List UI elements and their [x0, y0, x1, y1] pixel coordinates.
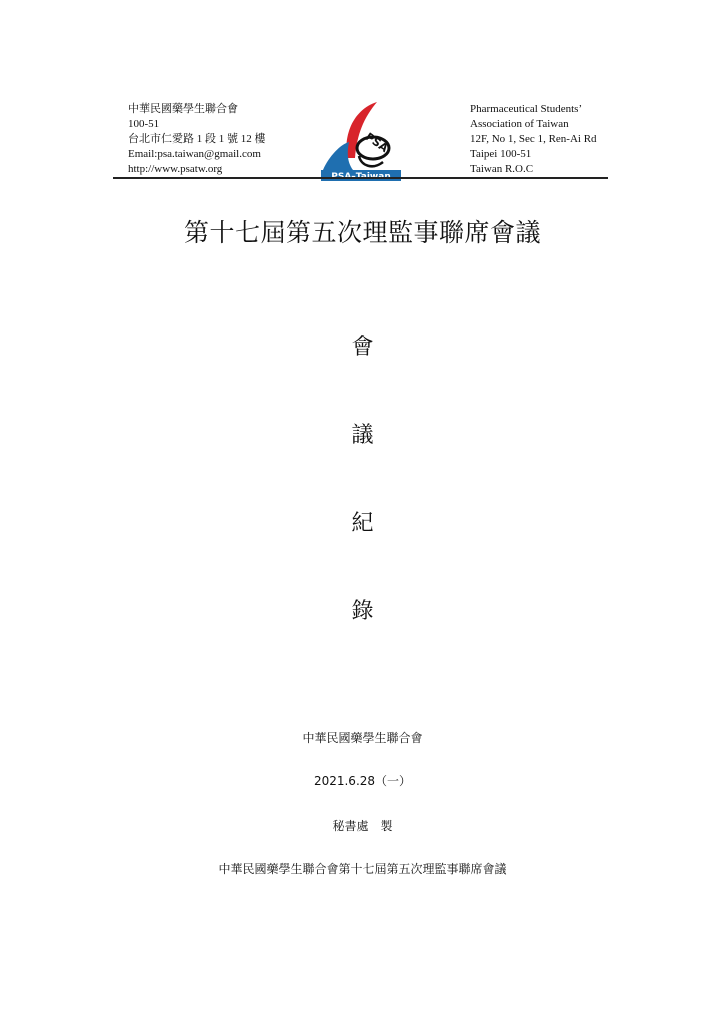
org-name-en-line1: Pharmaceutical Students’: [470, 103, 583, 115]
vertical-char-3: 紀: [351, 511, 374, 536]
logo-psa-text: PSA: [362, 130, 391, 155]
letterhead-left: [128, 102, 266, 177]
meeting-date: 2021.6.28（一）: [313, 774, 412, 788]
country: Taiwan R.O.C: [470, 163, 534, 175]
logo-red-swoosh: [346, 102, 377, 158]
address-zh: 台北市仁愛路 1 段 1 號 12 樓: [128, 133, 266, 145]
letterhead-divider: [113, 177, 608, 179]
letterhead-right: [470, 102, 597, 177]
psa-taiwan-logo: [317, 100, 403, 182]
vertical-char-2: 議: [351, 423, 374, 448]
postal-code: 100-51: [128, 118, 160, 130]
vertical-char-4: 錄: [351, 599, 374, 624]
city-postal: Taipei 100-51: [470, 148, 532, 160]
address-en: 12F, No 1, Sec 1, Ren-Ai Rd: [470, 133, 597, 145]
website: http://www.psatw.org: [128, 163, 223, 175]
document-title: 第十七屆第五次理監事聯席會議: [183, 218, 541, 247]
vertical-char-1: 會: [351, 335, 374, 360]
organization-name: 中華民國藥學生聯合會: [302, 731, 423, 745]
email: Email:psa.taiwan@gmail.com: [128, 148, 261, 160]
producer-line: 秘書處 製: [332, 819, 393, 833]
org-name-zh: 中華民國藥學生聯合會: [128, 103, 238, 115]
footer-line: 中華民國藥學生聯合會第十七屆第五次理監事聯席會議: [218, 862, 507, 876]
org-name-en-line2: Association of Taiwan: [470, 118, 569, 130]
